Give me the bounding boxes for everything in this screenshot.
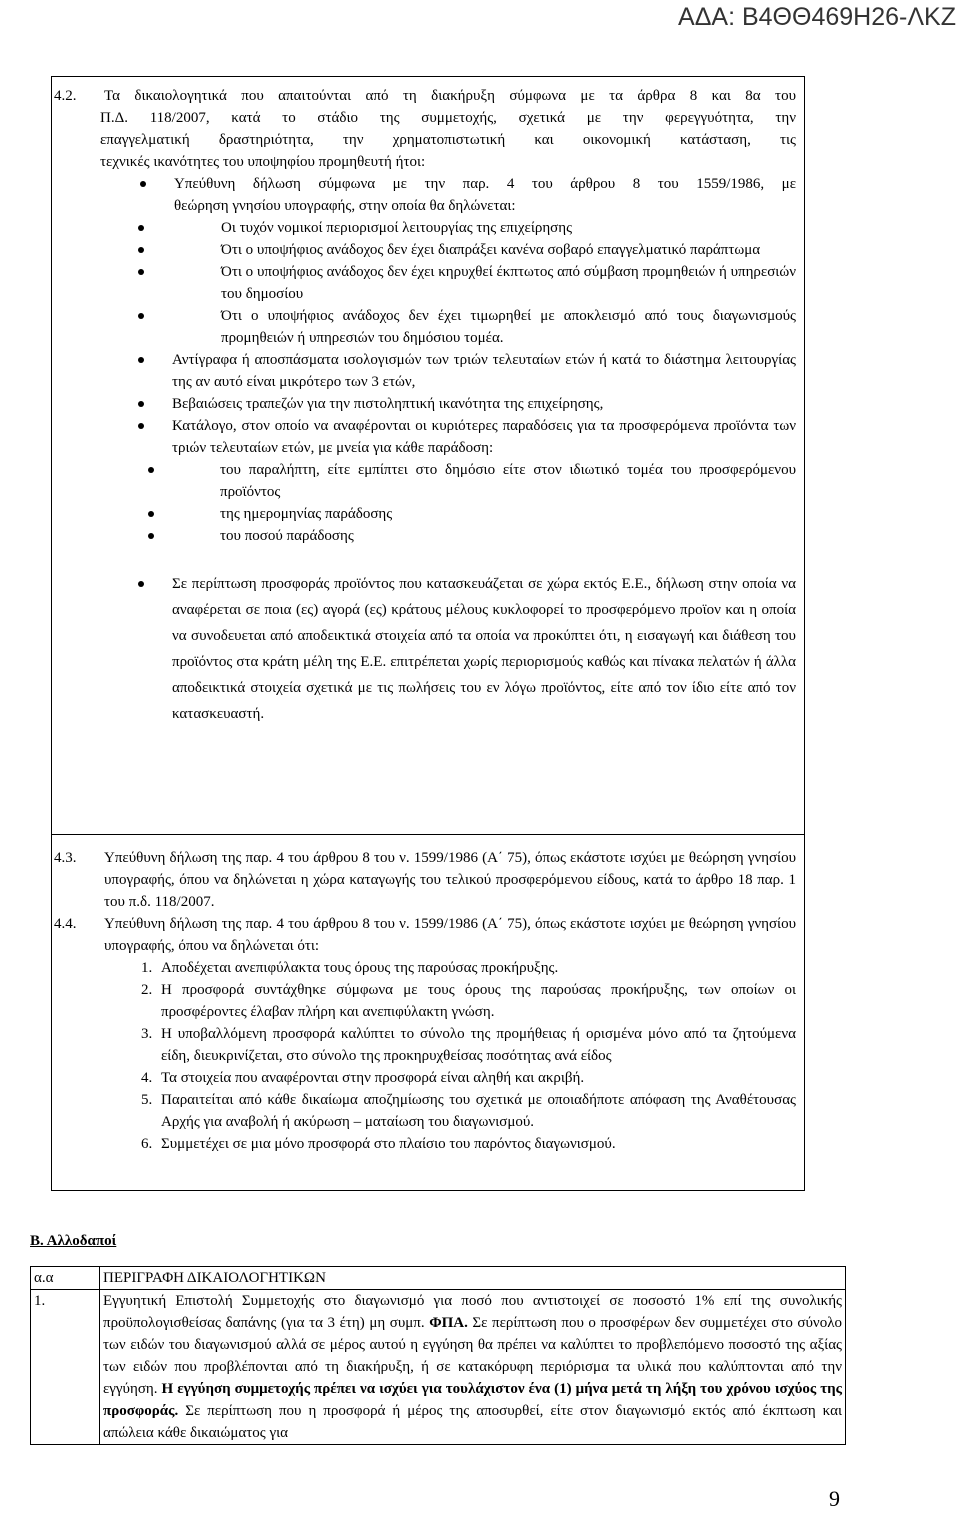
sub-bullet-text: Ότι ο υποψήφιος ανάδοχος δεν έχει τιμωρηθεί με αποκλεισμό από τους διαγωνισμούς προμηθειών ή υπηρεσιών του δημόσιου τομέα.	[221, 308, 796, 346]
list-number: 2.	[141, 982, 153, 998]
table-row-number: 1.	[31, 1290, 100, 1445]
list-item-3	[141, 1023, 796, 1067]
sub2-bullet-3	[220, 525, 796, 547]
documents-table	[30, 1266, 846, 1445]
section-number-4-3: 4.3.	[54, 850, 77, 866]
row-text-part: Εγγυητική Επιστολή Συμμετοχής στο διαγωνισμό για ποσό που αντιστοιχεί σε ποσοστό 1% επί της συνολικής προϋπολογισθείσας δαπάνης (για τα 3 έτη) μη συμπ.	[103, 1293, 842, 1331]
list-number: 5.	[141, 1092, 153, 1108]
bullet-dot	[148, 533, 154, 539]
list-text: Αποδέχεται ανεπιφύλακτα τους όρους της παρούσας προκήρυξης.	[161, 960, 559, 976]
section-4-3-4-4-box	[51, 833, 805, 1191]
bullet-dot	[138, 423, 144, 429]
bullet-dot	[138, 401, 144, 407]
section-4-3-text: Υπεύθυνη δήλωση της παρ. 4 του άρθρου 8 του ν. 1599/1986 (Α΄ 75), όπως εκάστοτε ισχύει με θεώρηση γνησίου υπογραφής, όπου να δηλώνεται η χώρα καταγωγής του τελικού προσφερόμενου είδους, κατά το άρθρο 18 παρ. 1 του π.δ. 118/2007.	[104, 850, 796, 910]
bullet-dot	[148, 467, 154, 473]
list-text: Η υποβαλλόμενη προσφορά καλύπτει το σύνολο της προμήθειας ή ορισμένα μόνο από τα ζητούμενα είδη, διευκρινίζεται, στο σύνολο της προκηρυχθείσας ποσότητας ανά είδος	[161, 1026, 796, 1064]
list-item-2	[141, 979, 796, 1023]
sub2-bullet-text: της ημερομηνίας παράδοσης	[220, 506, 393, 522]
sub2-bullet-1	[220, 459, 796, 503]
table-header-row	[31, 1267, 846, 1290]
bullet-dot	[148, 511, 154, 517]
bullet-dot	[140, 181, 146, 187]
section-4-4-content	[104, 913, 796, 1155]
bullet-declaration-line-2: θεώρηση γνησίου υπογραφής, στην οποία θα δηλώνεται:	[174, 198, 516, 214]
list-text: Παραιτείται από κάθε δικαίωμα αποζημίωσης του σχετικά με οποιαδήποτε απόφαση της Αναθέτουσας Αρχής για αναβολή ή ακύρωση – ματαίωση του διαγωνισμού.	[161, 1092, 796, 1130]
intro-line-2: Π.Δ. 118/2007, κατά το στάδιο της συμμετοχής, σχετικά με την φερεγγυότητα, την	[100, 110, 796, 126]
bullet-declaration-line-1: Υπεύθυνη δήλωση σύμφωνα με την παρ. 4 του άρθρου 8 του 1559/1986, με	[174, 176, 796, 192]
row-text-bold: ΦΠΑ.	[429, 1315, 468, 1331]
sub2-bullet-text: του παραλήπτη, είτε εμπίπτει στο δημόσιο είτε στον ιδιωτικό τομέα του προσφερόμενου προϊόντος	[220, 462, 796, 500]
bullet-dot	[138, 247, 144, 253]
bullet-balance-sheets	[172, 349, 796, 393]
section-b-heading: Β. Αλλοδαποί	[30, 1233, 117, 1249]
table-header-number: α.α	[31, 1267, 100, 1290]
bullet-dot	[138, 313, 144, 319]
list-text: Συμμετέχει σε μια μόνο προσφορά στο πλαίσιο του παρόντος διαγωνισμού.	[161, 1136, 616, 1152]
list-item-4	[141, 1067, 796, 1089]
section-number-4-2: 4.2.	[54, 88, 77, 104]
bullet-declaration	[174, 173, 796, 217]
table-row-description	[100, 1290, 846, 1445]
sub2-bullet-2	[220, 503, 796, 525]
list-number: 4.	[141, 1070, 153, 1086]
table-row	[31, 1290, 846, 1445]
bullet-dot	[138, 225, 144, 231]
sub-bullet-text: Ότι ο υποψήφιος ανάδοχος δεν έχει διαπράξει κανένα σοβαρό επαγγελματικό παράπτωμα	[221, 242, 761, 258]
page-number: 9	[829, 1486, 840, 1511]
list-item-5	[141, 1089, 796, 1133]
sub-bullet-text: Οι τυχόν νομικοί περιορισμοί λειτουργίας της επιχείρησης	[221, 220, 573, 236]
list-number: 3.	[141, 1026, 153, 1042]
bullet-text: Σε περίπτωση προσφοράς προϊόντος που κατασκευάζεται σε χώρα εκτός Ε.Ε., δήλωση στην οποία να αναφέρεται σε ποια (ες) αγορά (ες) κράτους μέλους κυκλοφορεί το προσφερόμενο προϊον και η οποία να συνοδευεται από αποδεικτικά στοιχεία από τα οποία να προκύπτει ότι, η εισαγωγή και διάθεση του προϊόντος στα κράτη μέλη της Ε.Ε. επιτρέπεται χωρίς περιορισμούς καθώς και πίνακα πελατών ή άλλα αποδεικτικά στοιχεία σχετικά με τις πωλήσεις του εν λόγω προϊόντος, είτε από τον ίδιο είτε από τον κατασκευαστή.	[172, 576, 796, 722]
bullet-text: Αντίγραφα ή αποσπάσματα ισολογισμών των τριών τελευταίων ετών ή κατά το διάστημα λειτουργίας της αν αυτό είναι μικρότερο των 3 ετών,	[172, 352, 796, 390]
bullet-text: Κατάλογο, στον οποίο να αναφέρονται οι κυριότερες παραδόσεις για τα προσφερόμενα προϊόντα των τριών τελευταίων ετών, με μνεία για κάθε παράδοση:	[172, 418, 796, 456]
list-number: 1.	[141, 960, 153, 976]
section-4-4-intro: Υπεύθυνη δήλωση της παρ. 4 του άρθρου 8 του ν. 1599/1986 (Α΄ 75), όπως εκάστοτε ισχύει με θεώρηση γνησίου υπογραφής, όπου να δηλώνεται ότι:	[104, 916, 796, 954]
intro-line-4: τεχνικές ικανότητες του υποψηφίου προμηθευτή ήτοι:	[100, 154, 426, 170]
bullet-dot	[138, 269, 144, 275]
ada-code: ΑΔΑ: Β4ΘΘ469Η26-ΛΚΖ	[678, 3, 956, 31]
sub-bullet-text: Ότι ο υποψήφιος ανάδοχος δεν έχει κηρυχθεί έκπτωτος από σύμβαση προμηθειών ή υπηρεσιών του δημοσίου	[221, 264, 796, 302]
bullet-dot	[138, 581, 144, 587]
bullet-text: Βεβαιώσεις τραπεζών για την πιστοληπτική ικανότητα της επιχείρησης,	[172, 396, 604, 412]
list-text: Τα στοιχεία που αναφέρονται στην προσφορά είναι αληθή και ακριβή.	[161, 1070, 585, 1086]
sub-bullet-2	[221, 239, 796, 261]
bullet-bank-certificates	[172, 393, 796, 415]
row-text-part: Σε περίπτωση που ο προσφέρων δεν συμμετέχει στο σύνολο των ειδών του διαγωνισμού αλλά σε μέρος αυτού η εγγύηση θα πρέπει να καλύπτει το προβλεπόμενο ποσοστό της αξίας των ειδών που προβλέπονται από τη διακήρυξη, ή σε κατακόρυφη περιόρισμα τα υλικά που καλύπτονται από την εγγύηση.	[103, 1315, 842, 1397]
intro-line-1: Τα δικαιολογητικά που απαιτούνται από τη διακήρυξη σύμφωνα με τα άρθρα 8 και 8α του	[104, 88, 796, 104]
sub-bullet-3	[221, 261, 796, 305]
list-item-1	[141, 957, 796, 979]
section-number-4-4: 4.4.	[54, 916, 77, 932]
sub-bullet-1	[221, 217, 796, 239]
section-4-2-box	[51, 76, 805, 835]
sub-bullet-4	[221, 305, 796, 349]
intro-line-3: επαγγελματική δραστηριότητα, την χρηματοπιστωτική και οικονομική κατάσταση, τις	[100, 132, 796, 148]
bullet-non-eu-product	[172, 571, 796, 727]
list-text: Η προσφορά συντάχθηκε σύμφωνα με τους όρους της παρούσας προκήρυξης, των οποίων οι προσφέροντες έλαβαν πλήρη και ανεπιφύλακτη γνώση.	[161, 982, 796, 1020]
bullet-catalogue	[172, 415, 796, 459]
table-header-description: ΠΕΡΙΓΡΑΦΗ ΔΙΚΑΙΟΛΟΓΗΤΙΚΩΝ	[100, 1267, 846, 1290]
bullet-dot	[138, 357, 144, 363]
list-number: 6.	[141, 1136, 153, 1152]
sub2-bullet-text: του ποσού παράδοσης	[220, 528, 354, 544]
section-4-2-content	[100, 85, 796, 727]
list-item-6	[141, 1133, 796, 1155]
row-text-part: Σε περίπτωση που η προσφορά ή μέρος της αποσυρθεί, είτε στον διαγωνισμό εκτός από έκπτωση και απώλεια κάθε δικαιώματος για	[103, 1403, 842, 1441]
row-text-bold: Η εγγύηση συμμετοχής πρέπει να ισχύει για τουλάχιστον ένα (1) μήνα μετά τη λήξη του χρόνου ισχύος της προσφοράς.	[103, 1381, 842, 1419]
